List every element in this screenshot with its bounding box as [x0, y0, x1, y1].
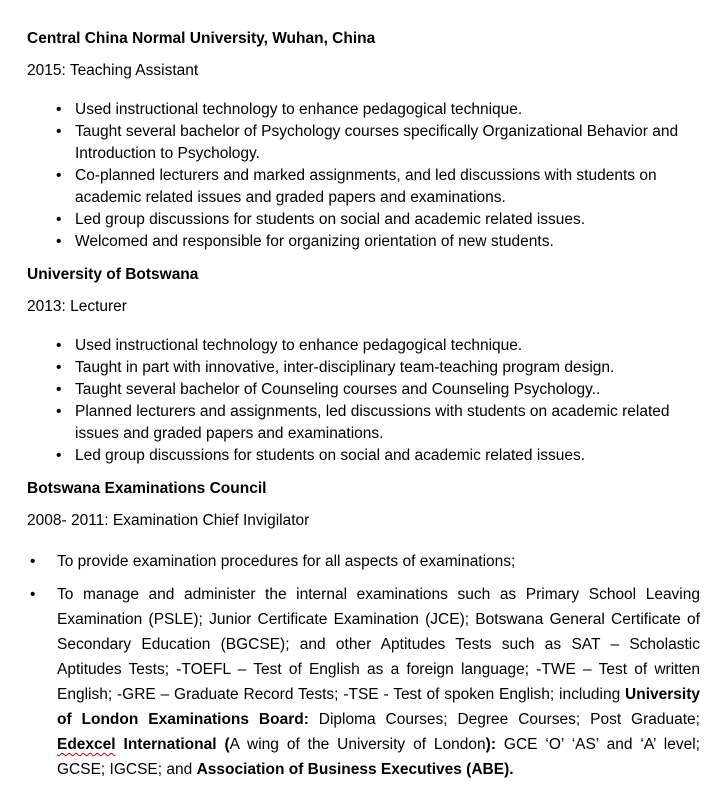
list-item: • Planned lecturers and assignments, led discussions with students on academic related issues and graded papers and examinations. [75, 401, 700, 445]
employer-heading-ccnu: Central China Normal University, Wuhan, China [27, 30, 376, 47]
list-item: • Welcomed and responsible for organizing orientation of new students. [75, 231, 700, 253]
role-line-ub: 2013: Lecturer [27, 298, 127, 315]
employer-heading-bec: Botswana Examinations Council [27, 480, 267, 497]
list-item: • Used instructional technology to enhance pedagogical technique. [75, 99, 700, 121]
list-item: • Taught in part with innovative, inter-disciplinary team-teaching program design. [75, 357, 700, 379]
duties-list-ub [27, 335, 700, 467]
role-line-ccnu: 2015: Teaching Assistant [27, 62, 199, 79]
duties-list-ccnu [27, 99, 700, 253]
list-item: • To manage and administer the internal examinations such as Primary School Leaving Examination (PSLE); Junior Certificate Examination (JCE); Botswana General Certificate of Secondary Education (BGCSE); and other Aptitudes Tests such as SAT – Scholastic Aptitudes Tests; -TOEFL – Test of English as a foreign language; -TWE – Test of written English; -GRE – Graduate Record Tests; -TSE - Test of spoken English; including University of London Examinations Board: Diploma Courses; Degree Courses; Post Graduate; Edexcel International (A wing of the University of London): GCE ‘O’ ‘AS’ and ‘A’ level; GCSE; IGCSE; and Association of Business Executives (ABE). [57, 582, 700, 782]
list-item: • Used instructional technology to enhance pedagogical technique. [75, 335, 700, 357]
duties-list-bec [27, 549, 700, 782]
list-item: • Taught several bachelor of Counseling courses and Counseling Psychology.. [75, 379, 700, 401]
list-item: • To provide examination procedures for all aspects of examinations; [57, 549, 700, 574]
list-item: • Led group discussions for students on social and academic related issues. [75, 209, 700, 231]
list-item: • Led group discussions for students on social and academic related issues. [75, 445, 700, 467]
list-item: • Taught several bachelor of Psychology courses specifically Organizational Behavior and Introduction to Psychology. [75, 121, 700, 165]
employer-heading-ub: University of Botswana [27, 266, 199, 283]
role-line-bec: 2008- 2011: Examination Chief Invigilator [27, 512, 310, 529]
list-item: • Co-planned lecturers and marked assignments, and led discussions with students on academic related issues and graded papers and examinations. [75, 165, 700, 209]
